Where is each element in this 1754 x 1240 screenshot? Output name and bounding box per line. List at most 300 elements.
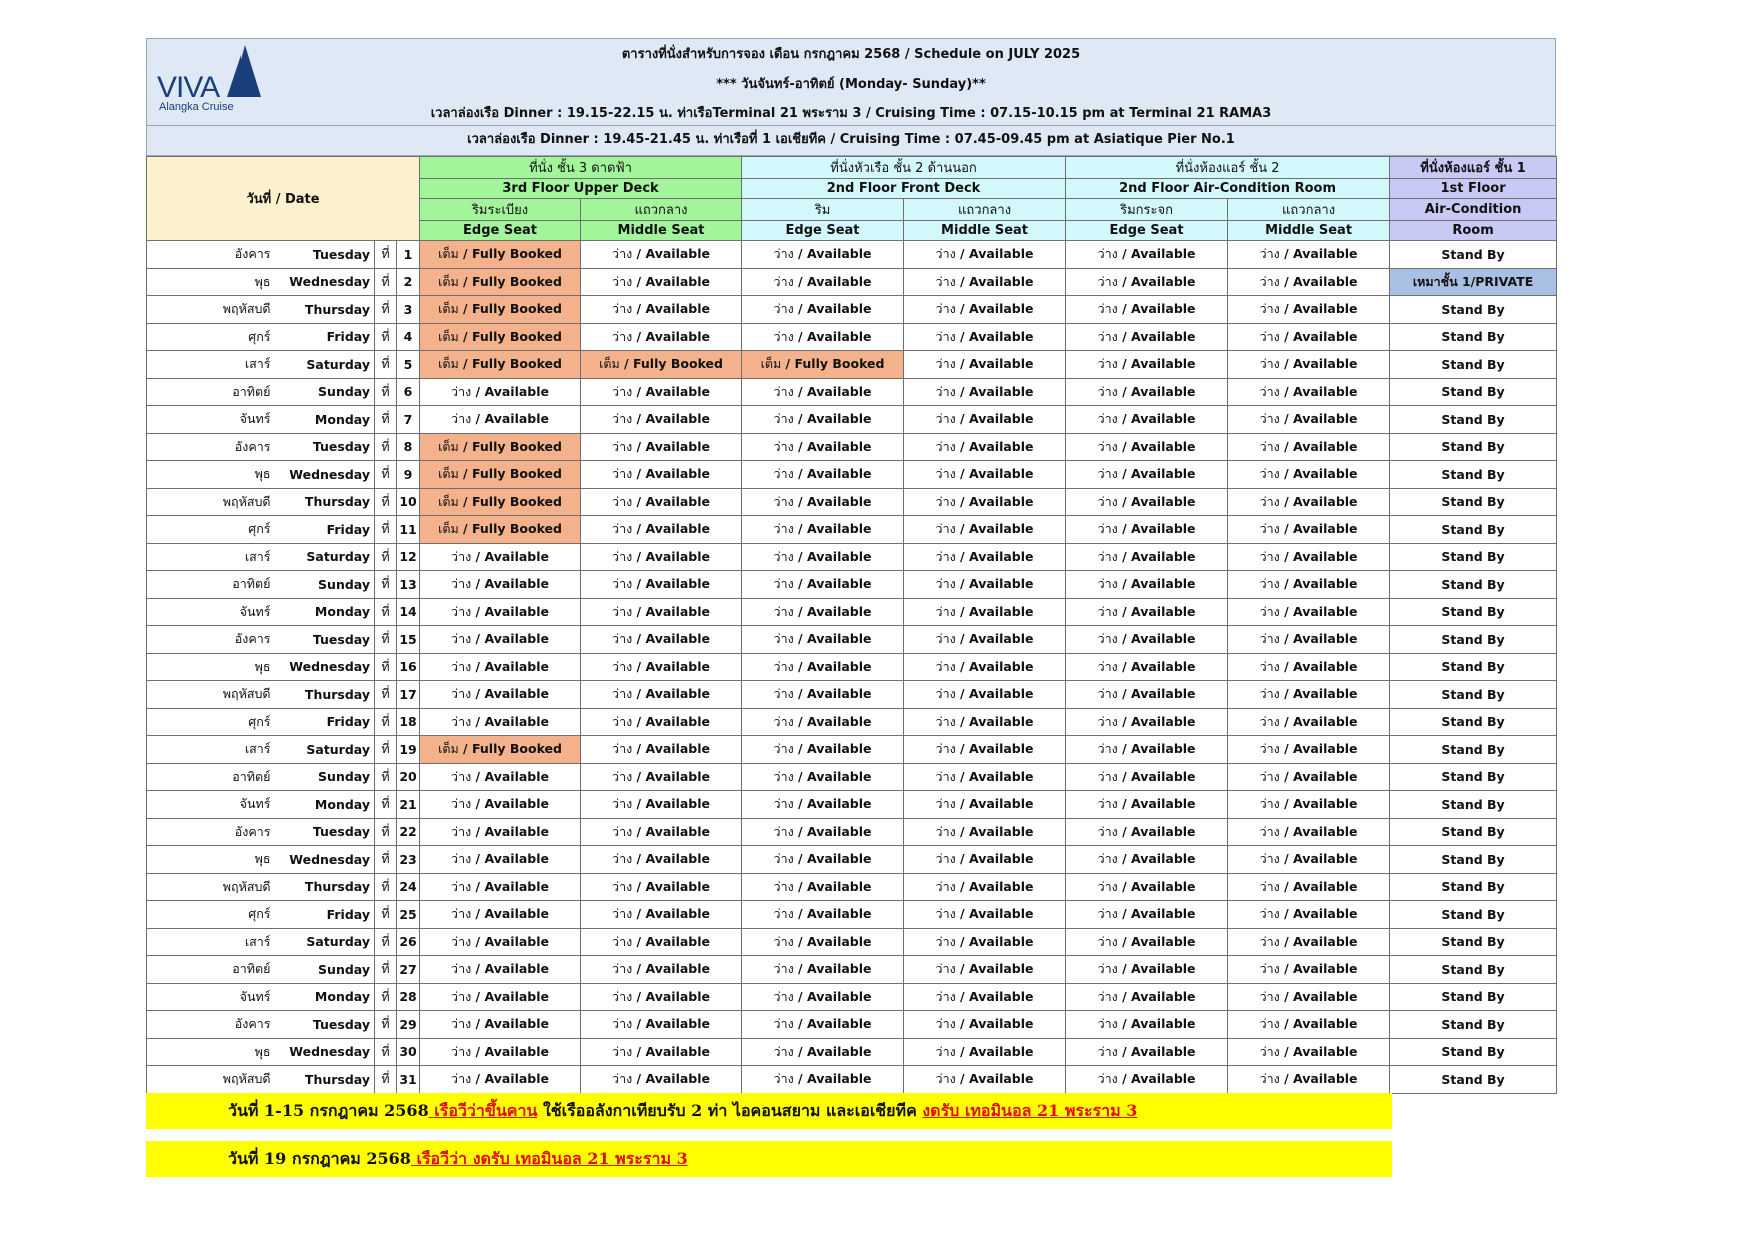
status-thai: ว่าง: [1259, 988, 1280, 1004]
day-english: Friday: [275, 516, 375, 544]
floor1-status: Stand By: [1390, 791, 1557, 819]
status-english: Available: [1293, 686, 1358, 702]
floor2air-edge-status: [1066, 708, 1228, 736]
status-english: Available: [1293, 933, 1358, 949]
day-english: Tuesday: [275, 241, 375, 269]
status-english: Available: [1293, 658, 1358, 674]
floor1-status: Stand By: [1390, 708, 1557, 736]
status-english: Available: [1131, 796, 1196, 812]
status-thai: ว่าง: [1097, 851, 1118, 867]
status-english: Available: [484, 603, 550, 619]
status-english: Available: [484, 768, 550, 784]
status-english: Available: [968, 273, 1034, 289]
day-english: Wednesday: [275, 461, 375, 489]
day-number: 8: [397, 433, 420, 461]
floor3-middle-status: [581, 1011, 742, 1039]
status-english: Available: [1293, 878, 1358, 894]
status-thai: ว่าง: [1259, 713, 1280, 729]
status-thai: ว่าง: [612, 328, 633, 344]
day-number: 15: [397, 626, 420, 654]
status-thai: ว่าง: [773, 301, 794, 317]
floor2air-middle-status: [1228, 378, 1390, 406]
status-thai: ว่าง: [773, 713, 794, 729]
floor3-middle-status: [581, 763, 742, 791]
status-english: Available: [1131, 576, 1196, 592]
status-thai: ว่าง: [1097, 796, 1118, 812]
status-english: Available: [1293, 548, 1358, 564]
status-english: Available: [1131, 686, 1196, 702]
day-english: Tuesday: [275, 1011, 375, 1039]
status-separator: /: [471, 933, 485, 949]
floor3-middle-th: แถวกลาง: [581, 199, 742, 221]
status-separator: /: [1279, 328, 1293, 344]
floor2front-middle-status: [904, 543, 1066, 571]
status-english: Available: [484, 631, 550, 647]
status-english: Available: [968, 1016, 1034, 1032]
floor2front-edge-status: [742, 406, 904, 434]
status-english: Available: [968, 301, 1034, 317]
floor2air-edge-status: [1066, 406, 1228, 434]
floor3-middle-status: [581, 433, 742, 461]
status-thai: ว่าง: [451, 411, 472, 427]
status-separator: /: [632, 988, 646, 1004]
day-prefix: ที่: [375, 516, 397, 544]
table-row: [147, 1011, 1557, 1039]
status-english: Available: [1131, 631, 1196, 647]
status-thai: ว่าง: [773, 906, 794, 922]
floor2air-middle-status: [1228, 873, 1390, 901]
status-separator: /: [1117, 301, 1131, 317]
status-thai: ว่าง: [1259, 768, 1280, 784]
status-english: Available: [484, 851, 550, 867]
day-prefix: ที่: [375, 763, 397, 791]
floor2air-edge-status: [1066, 763, 1228, 791]
floor1-status: Stand By: [1390, 901, 1557, 929]
status-english: Available: [968, 383, 1034, 399]
floor3-edge-status: [420, 956, 581, 984]
day-thai: พฤหัสบดี: [147, 681, 275, 709]
table-row: [147, 598, 1557, 626]
floor2front-middle-status: [904, 791, 1066, 819]
floor3-middle-status: [581, 516, 742, 544]
status-thai: เต็ม: [438, 521, 459, 537]
status-separator: /: [1279, 411, 1293, 427]
day-thai: พุธ: [147, 461, 275, 489]
floor3-edge-status: [420, 516, 581, 544]
day-prefix: ที่: [375, 378, 397, 406]
status-thai: ว่าง: [935, 851, 956, 867]
day-thai: ศุกร์: [147, 323, 275, 351]
status-separator: /: [793, 383, 807, 399]
status-separator: /: [955, 521, 969, 537]
floor2air-edge-status: [1066, 1038, 1228, 1066]
day-prefix: ที่: [375, 461, 397, 489]
floor3-middle-status: [581, 791, 742, 819]
status-english: Available: [645, 438, 711, 454]
status-separator: /: [793, 301, 807, 317]
status-thai: ว่าง: [612, 301, 633, 317]
status-thai: ว่าง: [1259, 796, 1280, 812]
status-english: Available: [645, 603, 711, 619]
status-thai: ว่าง: [1097, 273, 1118, 289]
day-number: 2: [397, 268, 420, 296]
status-thai: ว่าง: [935, 658, 956, 674]
status-separator: /: [955, 411, 969, 427]
status-separator: /: [793, 521, 807, 537]
status-english: Available: [645, 823, 711, 839]
day-prefix: ที่: [375, 543, 397, 571]
status-separator: /: [632, 466, 646, 482]
day-prefix: ที่: [375, 351, 397, 379]
table-row: [147, 901, 1557, 929]
floor2air-edge-status: [1066, 241, 1228, 269]
floor1-status: Stand By: [1390, 1038, 1557, 1066]
day-thai: อังคาร: [147, 433, 275, 461]
floor3-edge-status: [420, 1066, 581, 1094]
status-separator: /: [793, 686, 807, 702]
status-separator: /: [955, 988, 969, 1004]
status-english: Available: [645, 988, 711, 1004]
status-english: Available: [645, 301, 711, 317]
status-english: Available: [806, 246, 872, 262]
status-separator: /: [1117, 438, 1131, 454]
floor2air-middle-status: [1228, 653, 1390, 681]
day-english: Tuesday: [275, 818, 375, 846]
status-thai: ว่าง: [773, 328, 794, 344]
status-thai: ว่าง: [773, 796, 794, 812]
status-separator: /: [793, 438, 807, 454]
day-prefix: ที่: [375, 653, 397, 681]
day-english: Thursday: [275, 681, 375, 709]
table-row: [147, 653, 1557, 681]
day-prefix: ที่: [375, 818, 397, 846]
status-separator: /: [1279, 493, 1293, 509]
status-separator: /: [458, 493, 472, 509]
floor2front-middle-status: [904, 873, 1066, 901]
floor1-status: Stand By: [1390, 461, 1557, 489]
note-maintenance: [146, 1093, 1392, 1129]
status-separator: /: [793, 906, 807, 922]
schedule-table: [146, 156, 1557, 1094]
day-english: Tuesday: [275, 626, 375, 654]
status-separator: /: [632, 851, 646, 867]
status-thai: ว่าง: [773, 1043, 794, 1059]
day-english: Wednesday: [275, 1038, 375, 1066]
table-row: [147, 241, 1557, 269]
status-english: Available: [806, 906, 872, 922]
status-thai: ว่าง: [773, 851, 794, 867]
floor2air-middle-status: [1228, 736, 1390, 764]
day-prefix: ที่: [375, 571, 397, 599]
status-english: Available: [645, 796, 711, 812]
floor2front-header-en: 2nd Floor Front Deck: [742, 179, 1066, 199]
status-separator: /: [632, 933, 646, 949]
note-july19: [146, 1141, 1392, 1177]
status-thai: ว่าง: [451, 658, 472, 674]
day-number: 29: [397, 1011, 420, 1039]
status-separator: /: [632, 521, 646, 537]
status-english: Available: [484, 658, 550, 674]
status-thai: ว่าง: [451, 548, 472, 564]
floor2air-edge-status: [1066, 516, 1228, 544]
status-separator: /: [793, 548, 807, 564]
floor1-status: Stand By: [1390, 378, 1557, 406]
floor3-middle-status: [581, 268, 742, 296]
status-english: Fully Booked: [471, 356, 562, 372]
floor2air-middle-status: [1228, 1038, 1390, 1066]
status-english: Available: [806, 466, 872, 482]
status-english: Available: [968, 878, 1034, 894]
status-english: Fully Booked: [471, 438, 562, 454]
day-english: Tuesday: [275, 433, 375, 461]
status-thai: ว่าง: [1097, 1043, 1118, 1059]
floor2front-middle-status: [904, 708, 1066, 736]
status-separator: /: [793, 741, 807, 757]
status-english: Available: [806, 411, 872, 427]
day-thai: อังคาร: [147, 818, 275, 846]
day-number: 18: [397, 708, 420, 736]
table-row: [147, 873, 1557, 901]
status-separator: /: [955, 328, 969, 344]
status-thai: ว่าง: [935, 961, 956, 977]
day-english: Saturday: [275, 736, 375, 764]
status-english: Available: [968, 796, 1034, 812]
floor3-edge-status: [420, 433, 581, 461]
status-english: Available: [806, 603, 872, 619]
status-thai: เต็ม: [438, 438, 459, 454]
status-thai: ว่าง: [612, 246, 633, 262]
status-separator: /: [471, 658, 485, 674]
status-thai: ว่าง: [451, 603, 472, 619]
day-thai: จันทร์: [147, 598, 275, 626]
status-separator: /: [1117, 246, 1131, 262]
status-separator: /: [632, 383, 646, 399]
status-separator: /: [793, 273, 807, 289]
floor3-edge-status: [420, 571, 581, 599]
status-english: Available: [806, 768, 872, 784]
status-separator: /: [955, 768, 969, 784]
day-english: Saturday: [275, 928, 375, 956]
status-english: Available: [806, 273, 872, 289]
status-separator: /: [1117, 493, 1131, 509]
status-separator: /: [1279, 768, 1293, 784]
status-separator: /: [793, 411, 807, 427]
floor2air-edge-status: [1066, 1011, 1228, 1039]
table-row: [147, 488, 1557, 516]
day-thai: อังคาร: [147, 1011, 275, 1039]
status-english: Available: [1131, 383, 1196, 399]
status-thai: ว่าง: [451, 878, 472, 894]
floor2front-edge-status: [742, 516, 904, 544]
status-english: Available: [1293, 1016, 1358, 1032]
status-thai: ว่าง: [1097, 878, 1118, 894]
status-english: Available: [645, 466, 711, 482]
status-english: Available: [1293, 988, 1358, 1004]
status-separator: /: [793, 961, 807, 977]
status-separator: /: [1117, 548, 1131, 564]
status-separator: /: [793, 851, 807, 867]
status-thai: ว่าง: [1097, 823, 1118, 839]
floor1-status: Stand By: [1390, 516, 1557, 544]
floor2air-middle-status: [1228, 928, 1390, 956]
status-separator: /: [955, 466, 969, 482]
table-row: [147, 928, 1557, 956]
floor3-middle-status: [581, 241, 742, 269]
floor3-middle-status: [581, 983, 742, 1011]
status-english: Available: [484, 933, 550, 949]
status-english: Available: [1293, 273, 1358, 289]
status-thai: ว่าง: [1259, 933, 1280, 949]
status-separator: /: [471, 1071, 485, 1087]
status-thai: ว่าง: [612, 548, 633, 564]
status-thai: ว่าง: [612, 961, 633, 977]
status-english: Available: [1293, 246, 1358, 262]
floor3-edge-status: [420, 406, 581, 434]
floor3-middle-status: [581, 901, 742, 929]
status-separator: /: [955, 383, 969, 399]
status-separator: /: [1117, 713, 1131, 729]
status-english: Available: [484, 411, 550, 427]
table-row: [147, 268, 1557, 296]
day-number: 5: [397, 351, 420, 379]
status-separator: /: [955, 273, 969, 289]
status-separator: /: [632, 686, 646, 702]
status-thai: ว่าง: [773, 466, 794, 482]
day-english: Monday: [275, 406, 375, 434]
day-prefix: ที่: [375, 1066, 397, 1094]
floor1-status: Stand By: [1390, 928, 1557, 956]
status-separator: /: [471, 411, 485, 427]
floor2air-edge-th: ริมกระจก: [1066, 199, 1228, 221]
floor1-status: Stand By: [1390, 818, 1557, 846]
status-thai: ว่าง: [773, 933, 794, 949]
status-separator: /: [632, 548, 646, 564]
status-english: Fully Booked: [471, 301, 562, 317]
status-thai: ว่าง: [773, 603, 794, 619]
status-separator: /: [793, 328, 807, 344]
table-row: [147, 571, 1557, 599]
status-english: Available: [645, 411, 711, 427]
status-english: Available: [806, 576, 872, 592]
day-prefix: ที่: [375, 681, 397, 709]
table-row: [147, 818, 1557, 846]
status-thai: ว่าง: [935, 768, 956, 784]
status-thai: ว่าง: [612, 658, 633, 674]
status-thai: ว่าง: [773, 631, 794, 647]
day-prefix: ที่: [375, 268, 397, 296]
status-english: Available: [645, 906, 711, 922]
status-separator: /: [471, 603, 485, 619]
status-english: Available: [968, 1043, 1034, 1059]
status-english: Available: [806, 493, 872, 509]
floor2front-edge-status: [742, 1011, 904, 1039]
status-thai: เต็ม: [438, 301, 459, 317]
floor2air-middle-status: [1228, 626, 1390, 654]
floor2front-middle-status: [904, 516, 1066, 544]
floor2air-middle-status: [1228, 406, 1390, 434]
floor3-edge-status: [420, 681, 581, 709]
floor2front-middle-status: [904, 296, 1066, 324]
floor1-status: Stand By: [1390, 956, 1557, 984]
status-english: Available: [1131, 466, 1196, 482]
date-column-header: วันที่ / Date: [147, 157, 420, 241]
day-english: Friday: [275, 323, 375, 351]
day-english: Saturday: [275, 351, 375, 379]
status-separator: /: [1117, 851, 1131, 867]
table-row: [147, 763, 1557, 791]
day-number: 17: [397, 681, 420, 709]
status-thai: ว่าง: [1259, 301, 1280, 317]
floor2front-edge-status: [742, 653, 904, 681]
status-english: Available: [1131, 521, 1196, 537]
status-thai: ว่าง: [612, 1016, 633, 1032]
status-separator: /: [955, 356, 969, 372]
status-english: Available: [1293, 1071, 1358, 1087]
schedule-sheet: [146, 38, 1556, 1094]
status-thai: เต็ม: [438, 741, 459, 757]
status-separator: /: [1279, 906, 1293, 922]
status-english: Available: [1293, 383, 1358, 399]
floor2air-middle-status: [1228, 901, 1390, 929]
floor2air-middle-status: [1228, 791, 1390, 819]
floor1-status: Stand By: [1390, 351, 1557, 379]
floor2front-edge-status: [742, 598, 904, 626]
status-english: Available: [1131, 438, 1196, 454]
status-separator: /: [1279, 796, 1293, 812]
status-separator: /: [1279, 713, 1293, 729]
status-thai: ว่าง: [773, 576, 794, 592]
status-thai: ว่าง: [1259, 246, 1280, 262]
status-english: Available: [1131, 961, 1196, 977]
status-english: Available: [645, 851, 711, 867]
status-thai: ว่าง: [612, 1071, 633, 1087]
status-separator: /: [471, 823, 485, 839]
status-thai: ว่าง: [1097, 961, 1118, 977]
day-thai: พุธ: [147, 846, 275, 874]
status-separator: /: [471, 906, 485, 922]
status-english: Available: [1293, 1043, 1358, 1059]
status-separator: /: [1117, 383, 1131, 399]
floor2air-middle-status: [1228, 1011, 1390, 1039]
day-number: 1: [397, 241, 420, 269]
day-thai: อาทิตย์: [147, 571, 275, 599]
status-thai: ว่าง: [612, 933, 633, 949]
floor2air-edge-status: [1066, 571, 1228, 599]
table-row: [147, 956, 1557, 984]
status-english: Available: [806, 1016, 872, 1032]
day-thai: อังคาร: [147, 626, 275, 654]
status-thai: ว่าง: [451, 988, 472, 1004]
status-separator: /: [632, 438, 646, 454]
status-thai: ว่าง: [773, 411, 794, 427]
day-prefix: ที่: [375, 846, 397, 874]
status-thai: ว่าง: [935, 548, 956, 564]
floor1-status: Stand By: [1390, 626, 1557, 654]
day-thai: อาทิตย์: [147, 956, 275, 984]
status-separator: /: [955, 493, 969, 509]
floor2air-edge-status: [1066, 543, 1228, 571]
status-separator: /: [781, 356, 795, 372]
status-thai: ว่าง: [935, 1071, 956, 1087]
status-english: Available: [1131, 741, 1196, 757]
status-thai: ว่าง: [1259, 493, 1280, 509]
status-english: Available: [1131, 768, 1196, 784]
floor3-middle-status: [581, 956, 742, 984]
day-thai: อังคาร: [147, 241, 275, 269]
status-english: Available: [968, 603, 1034, 619]
status-thai: ว่าง: [1259, 328, 1280, 344]
floor3-middle-status: [581, 873, 742, 901]
